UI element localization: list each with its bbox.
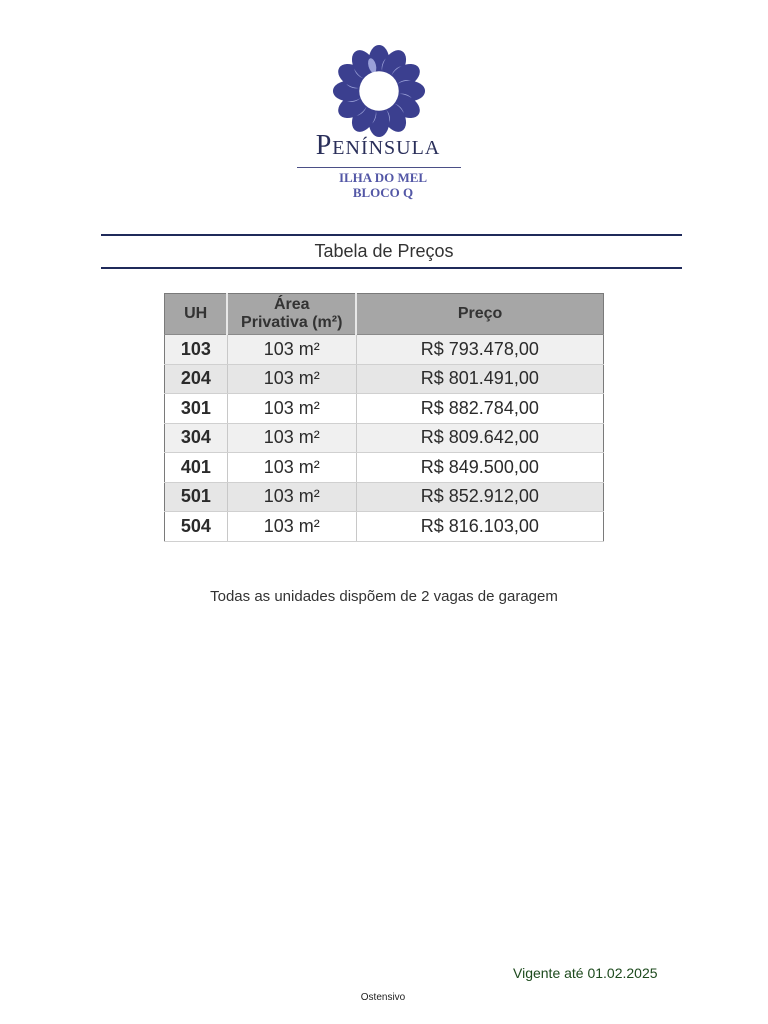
price-table (164, 293, 604, 542)
cell-uh: 204 (165, 364, 228, 394)
column-header-area-line1: Área (273, 296, 310, 313)
cell-uh: 301 (165, 394, 228, 424)
brand-name: Península (315, 130, 441, 161)
classification-label: Ostensivo (360, 992, 406, 1003)
column-header-area (227, 294, 356, 335)
cell-price: R$ 882.784,00 (356, 394, 603, 424)
cell-uh: 304 (165, 423, 228, 453)
table-row (165, 394, 604, 424)
table-row (165, 335, 604, 365)
cell-area: 103 m² (227, 335, 356, 365)
brand-subtitle-location: ILHA DO MEL (338, 170, 428, 185)
table-row (165, 364, 604, 394)
cell-price: R$ 801.491,00 (356, 364, 603, 394)
brand-divider (297, 167, 461, 168)
table-header-row (165, 294, 604, 335)
cell-price: R$ 793.478,00 (356, 335, 603, 365)
cell-price: R$ 852.912,00 (356, 482, 603, 512)
title-rule-top (101, 234, 682, 236)
peninsula-logo-icon (332, 44, 426, 138)
cell-area: 103 m² (227, 394, 356, 424)
column-header-price: Preço (356, 294, 603, 335)
brand-subtitle-block: BLOCO Q (352, 185, 414, 200)
cell-uh: 103 (165, 335, 228, 365)
cell-uh: 501 (165, 482, 228, 512)
page-title: Tabela de Preços (314, 241, 454, 261)
cell-price: R$ 849.500,00 (356, 453, 603, 483)
cell-price: R$ 809.642,00 (356, 423, 603, 453)
cell-price: R$ 816.103,00 (356, 512, 603, 542)
cell-uh: 401 (165, 453, 228, 483)
table-row (165, 423, 604, 453)
garage-note: Todas as unidades dispõem de 2 vagas de garagem (210, 588, 558, 605)
cell-area: 103 m² (227, 453, 356, 483)
title-rule-bottom (101, 267, 682, 269)
cell-uh: 504 (165, 512, 228, 542)
validity-date: Vigente até 01.02.2025 (513, 965, 658, 981)
cell-area: 103 m² (227, 482, 356, 512)
cell-area: 103 m² (227, 364, 356, 394)
column-header-area-line2: Privativa (m²) (241, 314, 343, 331)
table-row (165, 512, 604, 542)
cell-area: 103 m² (227, 423, 356, 453)
table-row (165, 482, 604, 512)
column-header-uh: UH (165, 294, 228, 335)
table-row (165, 453, 604, 483)
cell-area: 103 m² (227, 512, 356, 542)
